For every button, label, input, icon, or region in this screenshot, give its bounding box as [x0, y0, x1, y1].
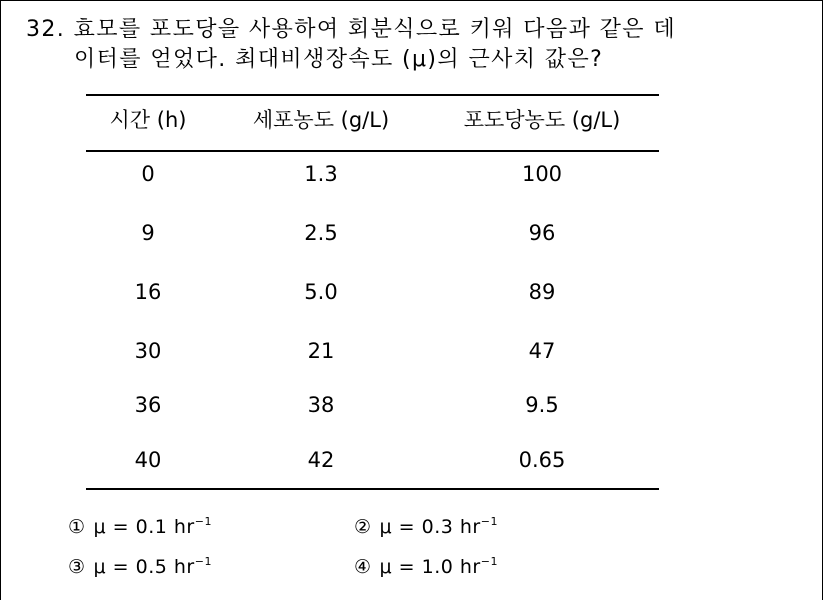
question-line-1: 32. 효모를 포도당을 사용하여 회분식으로 키워 다음과 같은 데: [26, 17, 676, 42]
option-text: μ = 0.1 hr: [93, 516, 195, 538]
header-cell-concentration: 세포농도 (g/L): [252, 108, 390, 132]
option-exponent: −1: [480, 515, 498, 528]
table-cell: 96: [528, 221, 556, 245]
table-bottom-rule: [86, 488, 659, 490]
header-glucose-concentration: 포도당농도 (g/L): [463, 108, 621, 132]
table-cell: 38: [307, 393, 335, 417]
table-cell: 16: [134, 280, 162, 304]
option-4: [354, 549, 498, 580]
option-number: ②: [354, 516, 372, 538]
option-number: ①: [68, 516, 86, 538]
option-text: μ = 1.0 hr: [379, 556, 481, 578]
question-line-2: 이터를 얻었다. 최대비생장속도 (μ)의 근사치 값은?: [74, 47, 604, 72]
table-cell: 0.65: [518, 448, 566, 472]
table-header-rule: [86, 150, 659, 152]
option-number: ④: [354, 556, 372, 578]
table-cell: 42: [307, 448, 335, 472]
option-3: [68, 549, 212, 580]
table-cell: 2.5: [304, 221, 338, 245]
table-cell: 36: [134, 393, 162, 417]
table-top-rule: [86, 94, 659, 96]
table-cell: 100: [521, 162, 563, 186]
table-cell: 0: [141, 162, 155, 186]
table-cell: 21: [307, 339, 335, 363]
option-exponent: −1: [480, 555, 498, 568]
table-cell: 9.5: [525, 393, 559, 417]
option-exponent: −1: [194, 515, 212, 528]
table-cell: 5.0: [304, 280, 338, 304]
option-text: μ = 0.5 hr: [93, 556, 195, 578]
option-text: μ = 0.3 hr: [379, 516, 481, 538]
option-2: [354, 509, 498, 540]
option-1: [68, 509, 212, 540]
table-cell: 1.3: [304, 162, 338, 186]
table-cell: 9: [141, 221, 155, 245]
header-time: 시간 (h): [109, 108, 187, 132]
table-cell: 30: [134, 339, 162, 363]
table-cell: 89: [528, 280, 556, 304]
option-number: ③: [68, 556, 86, 578]
table-cell: 47: [528, 339, 556, 363]
table-cell: 40: [134, 448, 162, 472]
option-exponent: −1: [194, 555, 212, 568]
